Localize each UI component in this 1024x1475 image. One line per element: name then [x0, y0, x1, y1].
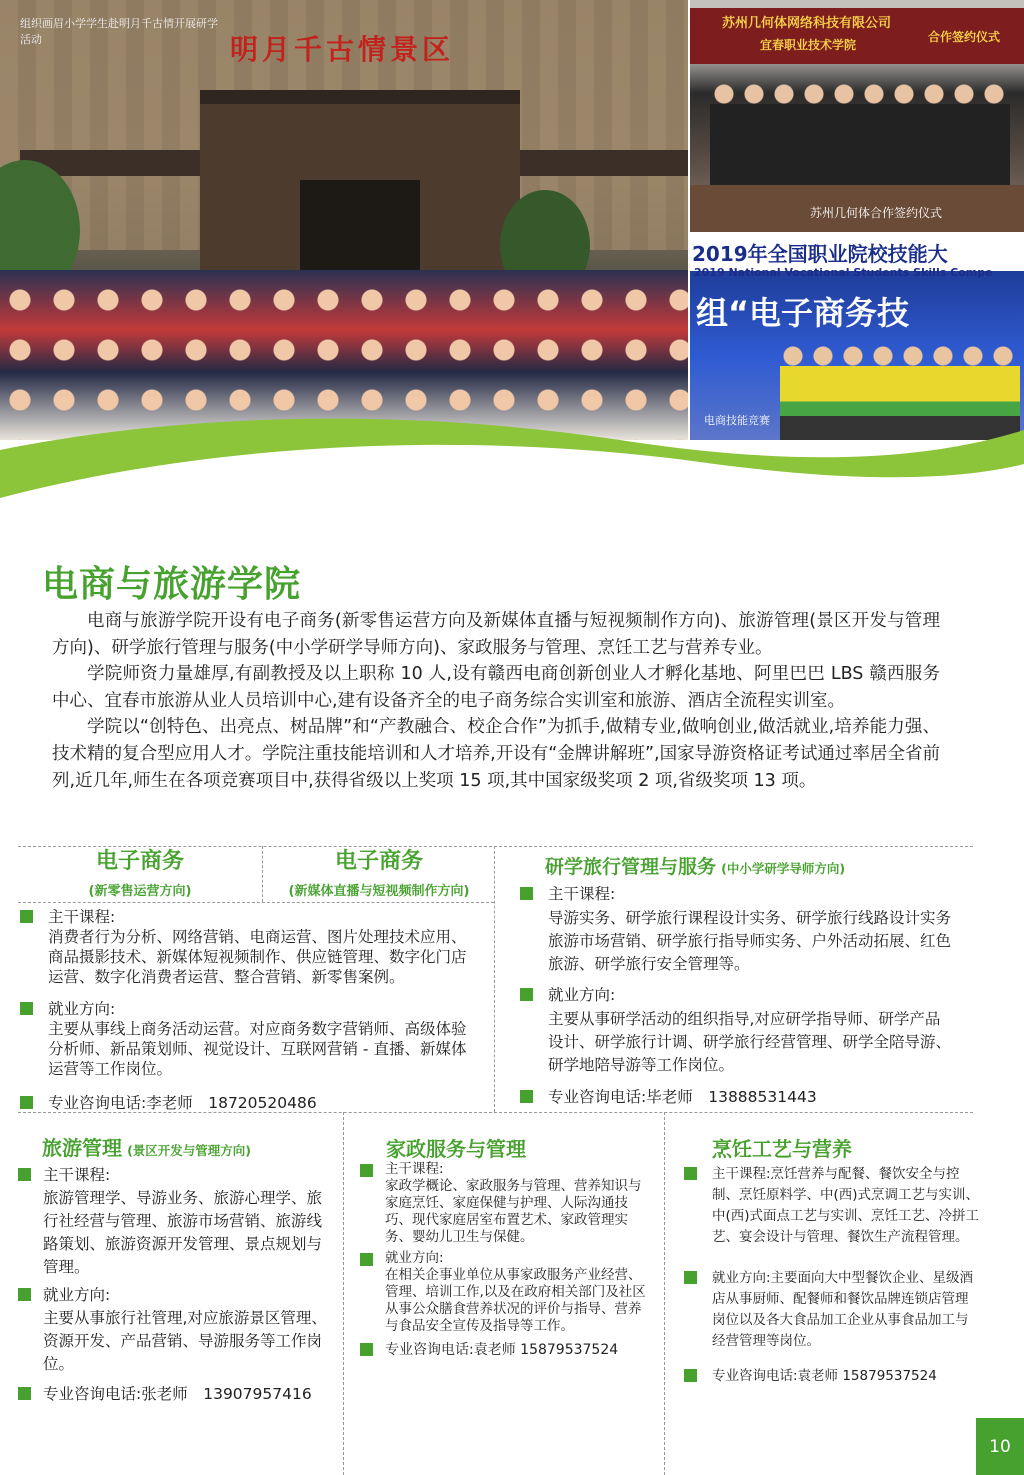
bullet-square-icon — [360, 1253, 373, 1266]
jobs-text: 主要从事研学活动的组织指导,对应研学指导师、研学产品设计、研学旅行计调、研学旅行经营管理、研学全陪导游、研学地陪导游等工作岗位。 — [548, 1010, 952, 1074]
study-travel-details — [520, 884, 955, 1107]
ecommerce-retail-title: 电子商务 — [95, 849, 184, 874]
bullet-square-icon — [18, 1288, 31, 1301]
bullet-square-icon — [520, 1090, 533, 1103]
courses-text: 消费者行为分析、网络营销、电商运营、图片处理技术应用、商品摄影技术、新媒体短视频制作、供应链管理、数字化门店运营、数字化消费者运营、整合营销、新零售案例。 — [48, 928, 467, 986]
photo-competition-banner: 组“电子商务技 — [696, 294, 910, 332]
photo-signing-ceremony — [690, 0, 1024, 232]
photo-banner-line1: 苏州几何体网络科技有限公司 — [722, 16, 892, 31]
tourism-header — [42, 1132, 342, 1161]
tourism-title: 旅游管理 — [42, 1136, 122, 1160]
ecommerce-details — [20, 907, 475, 1113]
jobs-text: 主要从事线上商务活动运营。对应商务数字营销师、高级体验分析师、新品策划师、视觉设计、互联网营销 - 直播、新媒体运营等工作岗位。 — [48, 1020, 467, 1078]
bullet-square-icon — [18, 1168, 31, 1181]
intro-paragraph: 电商与旅游学院开设有电子商务(新零售运营方向及新媒体直播与短视频制作方向)、旅游管理(景区开发与管理方向)、研学旅行管理与服务(中小学研学导师方向)、家政服务与管理、烹饪工艺与营养专业。 — [52, 611, 940, 658]
bullet-square-icon — [20, 1096, 33, 1109]
tourism-jobs — [18, 1285, 334, 1376]
contact-text: 专业咨询电话:李老师 18720520486 — [48, 1094, 317, 1112]
divider-bottom-right — [664, 1112, 665, 1475]
jobs-label: 就业方向: — [43, 1286, 111, 1304]
photo-competition-title: 2019年全国职业院校技能大 — [692, 242, 948, 266]
study-travel-header — [545, 852, 965, 879]
ecommerce-media-header — [264, 848, 494, 899]
courses-label: 主干课程: — [385, 1161, 444, 1177]
jobs-text: 就业方向:主要面向大中型餐饮企业、星级酒店从事厨师、配餐师和餐饮品牌连锁店管理岗位以及各大食品加工企业从事食品加工与经营管理等岗位。 — [712, 1270, 974, 1349]
cooking-title: 烹饪工艺与营养 — [712, 1137, 852, 1161]
divider-top — [18, 846, 973, 847]
study-travel-jobs — [520, 985, 955, 1077]
cooking-contact — [684, 1366, 980, 1386]
bullet-square-icon — [20, 1002, 33, 1015]
photo-banner-line3: 合作签约仪式 — [928, 30, 1001, 44]
photo-study-trip — [0, 0, 688, 440]
bullet-square-icon — [20, 910, 33, 923]
housekeeping-courses — [360, 1161, 652, 1246]
bullet-square-icon — [520, 887, 533, 900]
photo-scenic-sign: 明月千古情景区 — [230, 33, 455, 66]
study-travel-contact — [520, 1087, 955, 1107]
jobs-label: 就业方向: — [385, 1250, 444, 1266]
contact-text: 专业咨询电话:毕老师 13888531443 — [548, 1088, 817, 1106]
ecommerce-jobs — [20, 999, 475, 1079]
ecommerce-media-title: 电子商务 — [334, 849, 423, 874]
green-swoosh-decoration — [0, 380, 1024, 540]
courses-label: 主干课程: — [48, 908, 116, 926]
tourism-contact — [18, 1384, 334, 1404]
contact-text: 专业咨询电话:袁老师 15879537524 — [712, 1368, 937, 1384]
bullet-square-icon — [520, 988, 533, 1001]
courses-text: 家政学概论、家政服务与管理、营养知识与家庭烹饪、家庭保健与护理、人际沟通技巧、现代家庭居室布置艺术、家政管理实务、婴幼儿卫生与保健。 — [385, 1178, 642, 1245]
contact-text: 专业咨询电话:张老师 13907957416 — [43, 1385, 312, 1403]
study-travel-courses — [520, 884, 955, 976]
housekeeping-title: 家政服务与管理 — [386, 1137, 526, 1161]
cooking-details — [684, 1164, 980, 1386]
study-travel-subtitle: (中小学研学导师方向) — [721, 861, 846, 876]
bullet-square-icon — [360, 1343, 373, 1356]
bullet-square-icon — [684, 1271, 697, 1284]
housekeeping-jobs — [360, 1250, 652, 1335]
intro-paragraph: 学院师资力量雄厚,有副教授及以上职称 10 人,设有赣西电商创新创业人才孵化基地、阿里巴巴 LBS 赣西服务中心、宜春市旅游从业人员培训中心,建有设备齐全的电子商务综合实训室和旅游、酒店全流程实训室。 — [52, 664, 940, 711]
ecommerce-media-subtitle: (新媒体直播与短视频制作方向) — [288, 884, 470, 899]
photo-banner-line2: 宜春职业技术学院 — [760, 38, 857, 52]
jobs-label: 就业方向: — [548, 986, 616, 1004]
jobs-text: 主要从事旅行社管理,对应旅游景区管理、资源开发、产品营销、导游服务等工作岗位。 — [43, 1309, 327, 1373]
housekeeping-details — [360, 1161, 652, 1360]
ecommerce-retail-subtitle: (新零售运营方向) — [88, 884, 192, 899]
photo-gate-door — [300, 180, 420, 280]
cooking-courses — [684, 1164, 980, 1248]
bullet-square-icon — [360, 1164, 373, 1177]
divider-ecom-header — [18, 902, 494, 903]
housekeeping-header — [386, 1133, 646, 1162]
ecommerce-retail-header — [18, 848, 262, 899]
divider-ecom-split — [262, 846, 263, 902]
tourism-details — [18, 1165, 334, 1404]
housekeeping-contact — [360, 1340, 652, 1360]
photo-group — [710, 80, 1010, 190]
divider-mid — [494, 846, 495, 1112]
photo-caption-main: 组织画眉小学学生赴明月千古情开展研学活动 — [20, 17, 218, 46]
ecommerce-contact — [20, 1093, 475, 1113]
courses-text: 导游实务、研学旅行课程设计实务、研学旅行线路设计实务旅游市场营销、研学旅行指导师实务、户外活动拓展、红色旅游、研学旅行安全管理等。 — [548, 909, 952, 973]
courses-text: 主干课程:烹饪营养与配餐、餐饮安全与控制、烹饪原料学、中(西)式烹调工艺与实训、中(西)式面点工艺与实训、烹饪工艺、冷拼工艺、宴会设计与管理、餐饮生产流程管理。 — [712, 1166, 980, 1245]
tourism-subtitle: (景区开发与管理方向) — [127, 1143, 252, 1158]
jobs-label: 就业方向: — [48, 1000, 116, 1018]
tourism-courses — [18, 1165, 334, 1279]
cooking-header — [712, 1133, 972, 1162]
intro-paragraph: 学院以“创特色、出亮点、树品牌”和“产教融合、校企合作”为抓手,做精专业,做响创业,做活就业,培养能力强、技术精的复合型应用人才。学院注重技能培训和人才培养,开设有“金牌讲解班”,国家导游资格证考试通过率居全省前列,近几年,师生在各项竞赛项目中,获得省级以上奖项 15 项,其中国家级奖项 2 项,省级奖项 13 项。 — [52, 717, 940, 791]
photo-caption-signing: 苏州几何体合作签约仪式 — [810, 206, 943, 220]
divider-bottom-left — [343, 1112, 344, 1475]
intro-text — [52, 608, 940, 794]
cooking-jobs — [684, 1268, 980, 1352]
bullet-square-icon — [684, 1369, 697, 1382]
page-title: 电商与旅游学院 — [42, 564, 302, 605]
courses-label: 主干课程: — [548, 885, 616, 903]
contact-text: 专业咨询电话:袁老师 15879537524 — [385, 1342, 619, 1358]
ecommerce-courses — [20, 907, 475, 987]
page-number: 10 — [976, 1418, 1024, 1475]
bullet-square-icon — [18, 1387, 31, 1400]
bullet-square-icon — [684, 1167, 697, 1180]
study-travel-title: 研学旅行管理与服务 — [545, 856, 717, 878]
courses-label: 主干课程: — [43, 1166, 111, 1184]
courses-text: 旅游管理学、导游业务、旅游心理学、旅行社经营与管理、旅游市场营销、旅游线路策划、旅游资源开发管理、景点规划与管理。 — [43, 1189, 323, 1276]
jobs-text: 在相关企事业单位从事家政服务产业经营、管理、培训工作,以及在政府相关部门及社区从事公众膳食营养状况的评价与指导、营养与食品安全宣传及指导等工作。 — [385, 1267, 646, 1334]
photo-competition-subtitle: 2019 National Vocational Students Skills Compe — [694, 266, 993, 279]
photo-caption-competition: 电商技能竞赛 — [704, 414, 770, 427]
